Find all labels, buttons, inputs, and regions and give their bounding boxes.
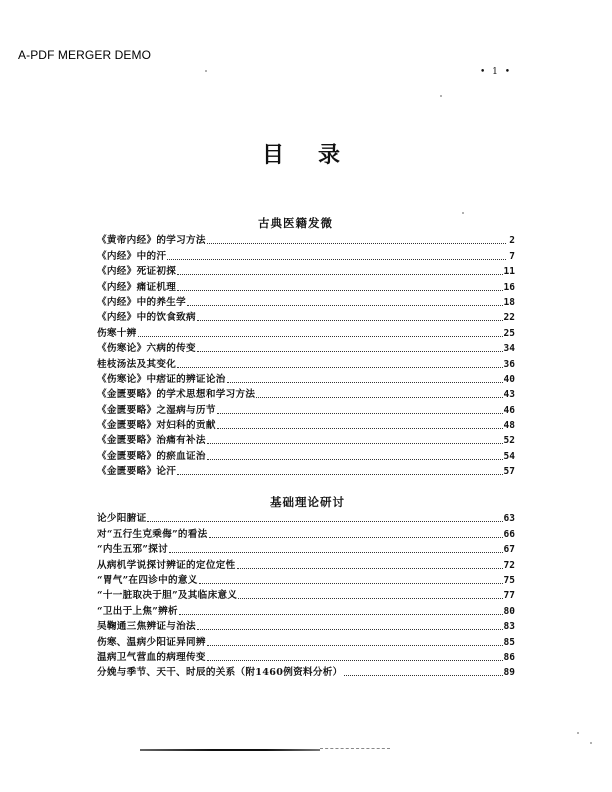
toc-entry[interactable]: [97, 587, 515, 602]
toc-entry-page: 72: [503, 559, 515, 571]
toc-entry-page: 11: [503, 266, 515, 278]
toc-entry-label: “卫出于上焦”辨析: [97, 605, 178, 617]
watermark-text: A-PDF MERGER DEMO: [18, 48, 152, 62]
scan-speck: [440, 95, 442, 97]
dot-leader: [177, 273, 502, 275]
toc-entry-page: 48: [503, 420, 515, 432]
toc-entry[interactable]: [97, 309, 515, 324]
toc-entry-page: 46: [503, 404, 515, 416]
dot-leader: [207, 242, 506, 244]
page-number: • 1 •: [480, 67, 513, 77]
dot-leader: [177, 289, 502, 291]
dot-leader: [177, 473, 502, 475]
toc-entry-page: 25: [503, 327, 515, 339]
scan-speck: [577, 732, 579, 734]
toc-entry-page: 22: [503, 312, 515, 324]
dot-leader: [207, 458, 503, 460]
toc-entry[interactable]: [97, 572, 515, 587]
toc-entry-page: 2: [509, 235, 515, 247]
toc-entry-label: 《金匮要略》的瘀血证治: [97, 450, 206, 462]
toc-entry-page: 34: [503, 343, 515, 355]
toc-section-classics: [97, 232, 515, 478]
toc-entry[interactable]: [97, 556, 515, 571]
dot-leader: [207, 659, 503, 661]
toc-entry-page: 18: [503, 296, 515, 308]
dot-leader: [344, 674, 503, 676]
toc-entry[interactable]: [97, 371, 515, 386]
bottom-rule-tail: [320, 748, 390, 750]
toc-entry-label: 《伤寒论》中痞证的辨证论治: [97, 373, 226, 385]
scan-speck: [590, 742, 592, 744]
dot-leader: [217, 427, 503, 429]
dot-leader: [256, 396, 502, 398]
toc-entry-label: 《金匮要略》对妇科的贡献: [97, 420, 216, 432]
dot-leader: [197, 628, 503, 630]
toc-entry[interactable]: [97, 432, 515, 447]
toc-entry[interactable]: [97, 664, 515, 679]
toc-entry-label: 分娩与季节、天干、时辰的关系（附1460例资料分析）: [97, 667, 343, 679]
toc-entry-label: 《金匮要略》论汗: [97, 466, 177, 478]
toc-entry[interactable]: [97, 294, 515, 309]
toc-entry[interactable]: [97, 649, 515, 664]
toc-entry-page: 36: [503, 358, 515, 370]
toc-entry-page: 16: [503, 281, 515, 293]
section-title-theory: 基础理论研讨: [270, 495, 345, 509]
toc-entry-label: 吴鞠通三焦辨证与治法: [97, 621, 196, 633]
toc-entry[interactable]: [97, 633, 515, 648]
toc-entry[interactable]: [97, 541, 515, 556]
dot-leader: [167, 258, 506, 260]
toc-entry-label: 论少阳腑证: [97, 513, 147, 525]
dot-leader: [169, 551, 503, 553]
dot-leader: [217, 412, 503, 414]
dot-leader: [197, 350, 503, 352]
toc-entry-label: 伤寒、温病少阳证异同辨: [97, 636, 206, 648]
dot-leader: [209, 536, 503, 538]
toc-entry-page: 57: [503, 466, 515, 478]
toc-entry-page: 85: [503, 636, 515, 648]
toc-entry[interactable]: [97, 355, 515, 370]
dot-leader: [207, 442, 503, 444]
toc-entry-page: 52: [503, 435, 515, 447]
toc-entry[interactable]: [97, 447, 515, 462]
dot-leader: [147, 520, 502, 522]
toc-entry-page: 63: [503, 513, 515, 525]
toc-entry-label: 《内经》中的饮食致病: [97, 312, 196, 324]
toc-entry[interactable]: [97, 232, 515, 247]
toc-entry-page: 43: [503, 389, 515, 401]
toc-entry-label: 对“五行生克乘侮”的看法: [97, 528, 208, 540]
toc-entry[interactable]: [97, 510, 515, 525]
dot-leader: [138, 335, 503, 337]
dot-leader: [207, 644, 503, 646]
toc-entry-page: 89: [503, 667, 515, 679]
toc-entry-label: 从病机学说探讨辨证的定位定性: [97, 559, 236, 571]
toc-entry-label: 《金匮要略》治痛有补法: [97, 435, 206, 447]
toc-entry-label: 《黄帝内经》的学习方法: [97, 235, 206, 247]
scan-speck: [462, 212, 464, 214]
dot-leader: [197, 319, 503, 321]
toc-entry-label: “内生五邪”探讨: [97, 544, 168, 556]
toc-section-theory: [97, 510, 515, 679]
toc-entry-label: 《金匮要略》的学术思想和学习方法: [97, 389, 256, 401]
toc-entry-page: 67: [503, 544, 515, 556]
dot-leader: [179, 613, 503, 615]
toc-entry-page: 77: [503, 590, 515, 602]
toc-entry-label: 《内经》死证初探: [97, 266, 177, 278]
dot-leader: [177, 366, 502, 368]
toc-entry-label: 《金匮要略》之湿病与历节: [97, 404, 216, 416]
toc-entry-page: 75: [503, 574, 515, 586]
toc-entry[interactable]: [97, 278, 515, 293]
toc-entry-page: 7: [509, 250, 515, 262]
toc-entry[interactable]: [97, 386, 515, 401]
section-title-classics: 古典医籍发微: [258, 216, 333, 230]
toc-entry-label: 《内经》中的养生学: [97, 296, 187, 308]
toc-entry-label: 温病卫气营血的病理传变: [97, 651, 206, 663]
toc-entry-page: 40: [503, 373, 515, 385]
dot-leader: [237, 567, 503, 569]
toc-entry[interactable]: [97, 618, 515, 633]
toc-entry-page: 83: [503, 621, 515, 633]
toc-entry[interactable]: [97, 340, 515, 355]
page-title: 目录: [262, 142, 375, 168]
toc-entry-label: 桂枝汤法及其变化: [97, 358, 177, 370]
toc-entry[interactable]: [97, 463, 515, 478]
toc-entry-label: “胃气”在四诊中的意义: [97, 574, 198, 586]
dot-leader: [227, 381, 503, 383]
toc-entry-label: 《内经》痛证机理: [97, 281, 177, 293]
toc-entry[interactable]: [97, 602, 515, 617]
toc-entry[interactable]: [97, 525, 515, 540]
toc-entry-label: 《伤寒论》六病的传变: [97, 343, 196, 355]
toc-entry-label: 伤寒十辨: [97, 327, 137, 339]
toc-entry[interactable]: [97, 247, 515, 262]
toc-entry-page: 80: [503, 605, 515, 617]
scan-speck: [205, 70, 207, 72]
toc-entry[interactable]: [97, 263, 515, 278]
dot-leader: [187, 304, 503, 306]
toc-entry[interactable]: [97, 401, 515, 416]
toc-entry[interactable]: [97, 417, 515, 432]
bottom-rule: [140, 749, 320, 751]
toc-entry-label: 《内经》中的汗: [97, 250, 167, 262]
toc-entry[interactable]: [97, 324, 515, 339]
toc-entry-page: 54: [503, 450, 515, 462]
toc-entry-label: “十一脏取决于胆”及其临床意义: [97, 590, 238, 602]
toc-entry-page: 66: [503, 528, 515, 540]
dot-leader: [199, 582, 503, 584]
dot-leader: [238, 597, 502, 599]
toc-entry-page: 86: [503, 651, 515, 663]
